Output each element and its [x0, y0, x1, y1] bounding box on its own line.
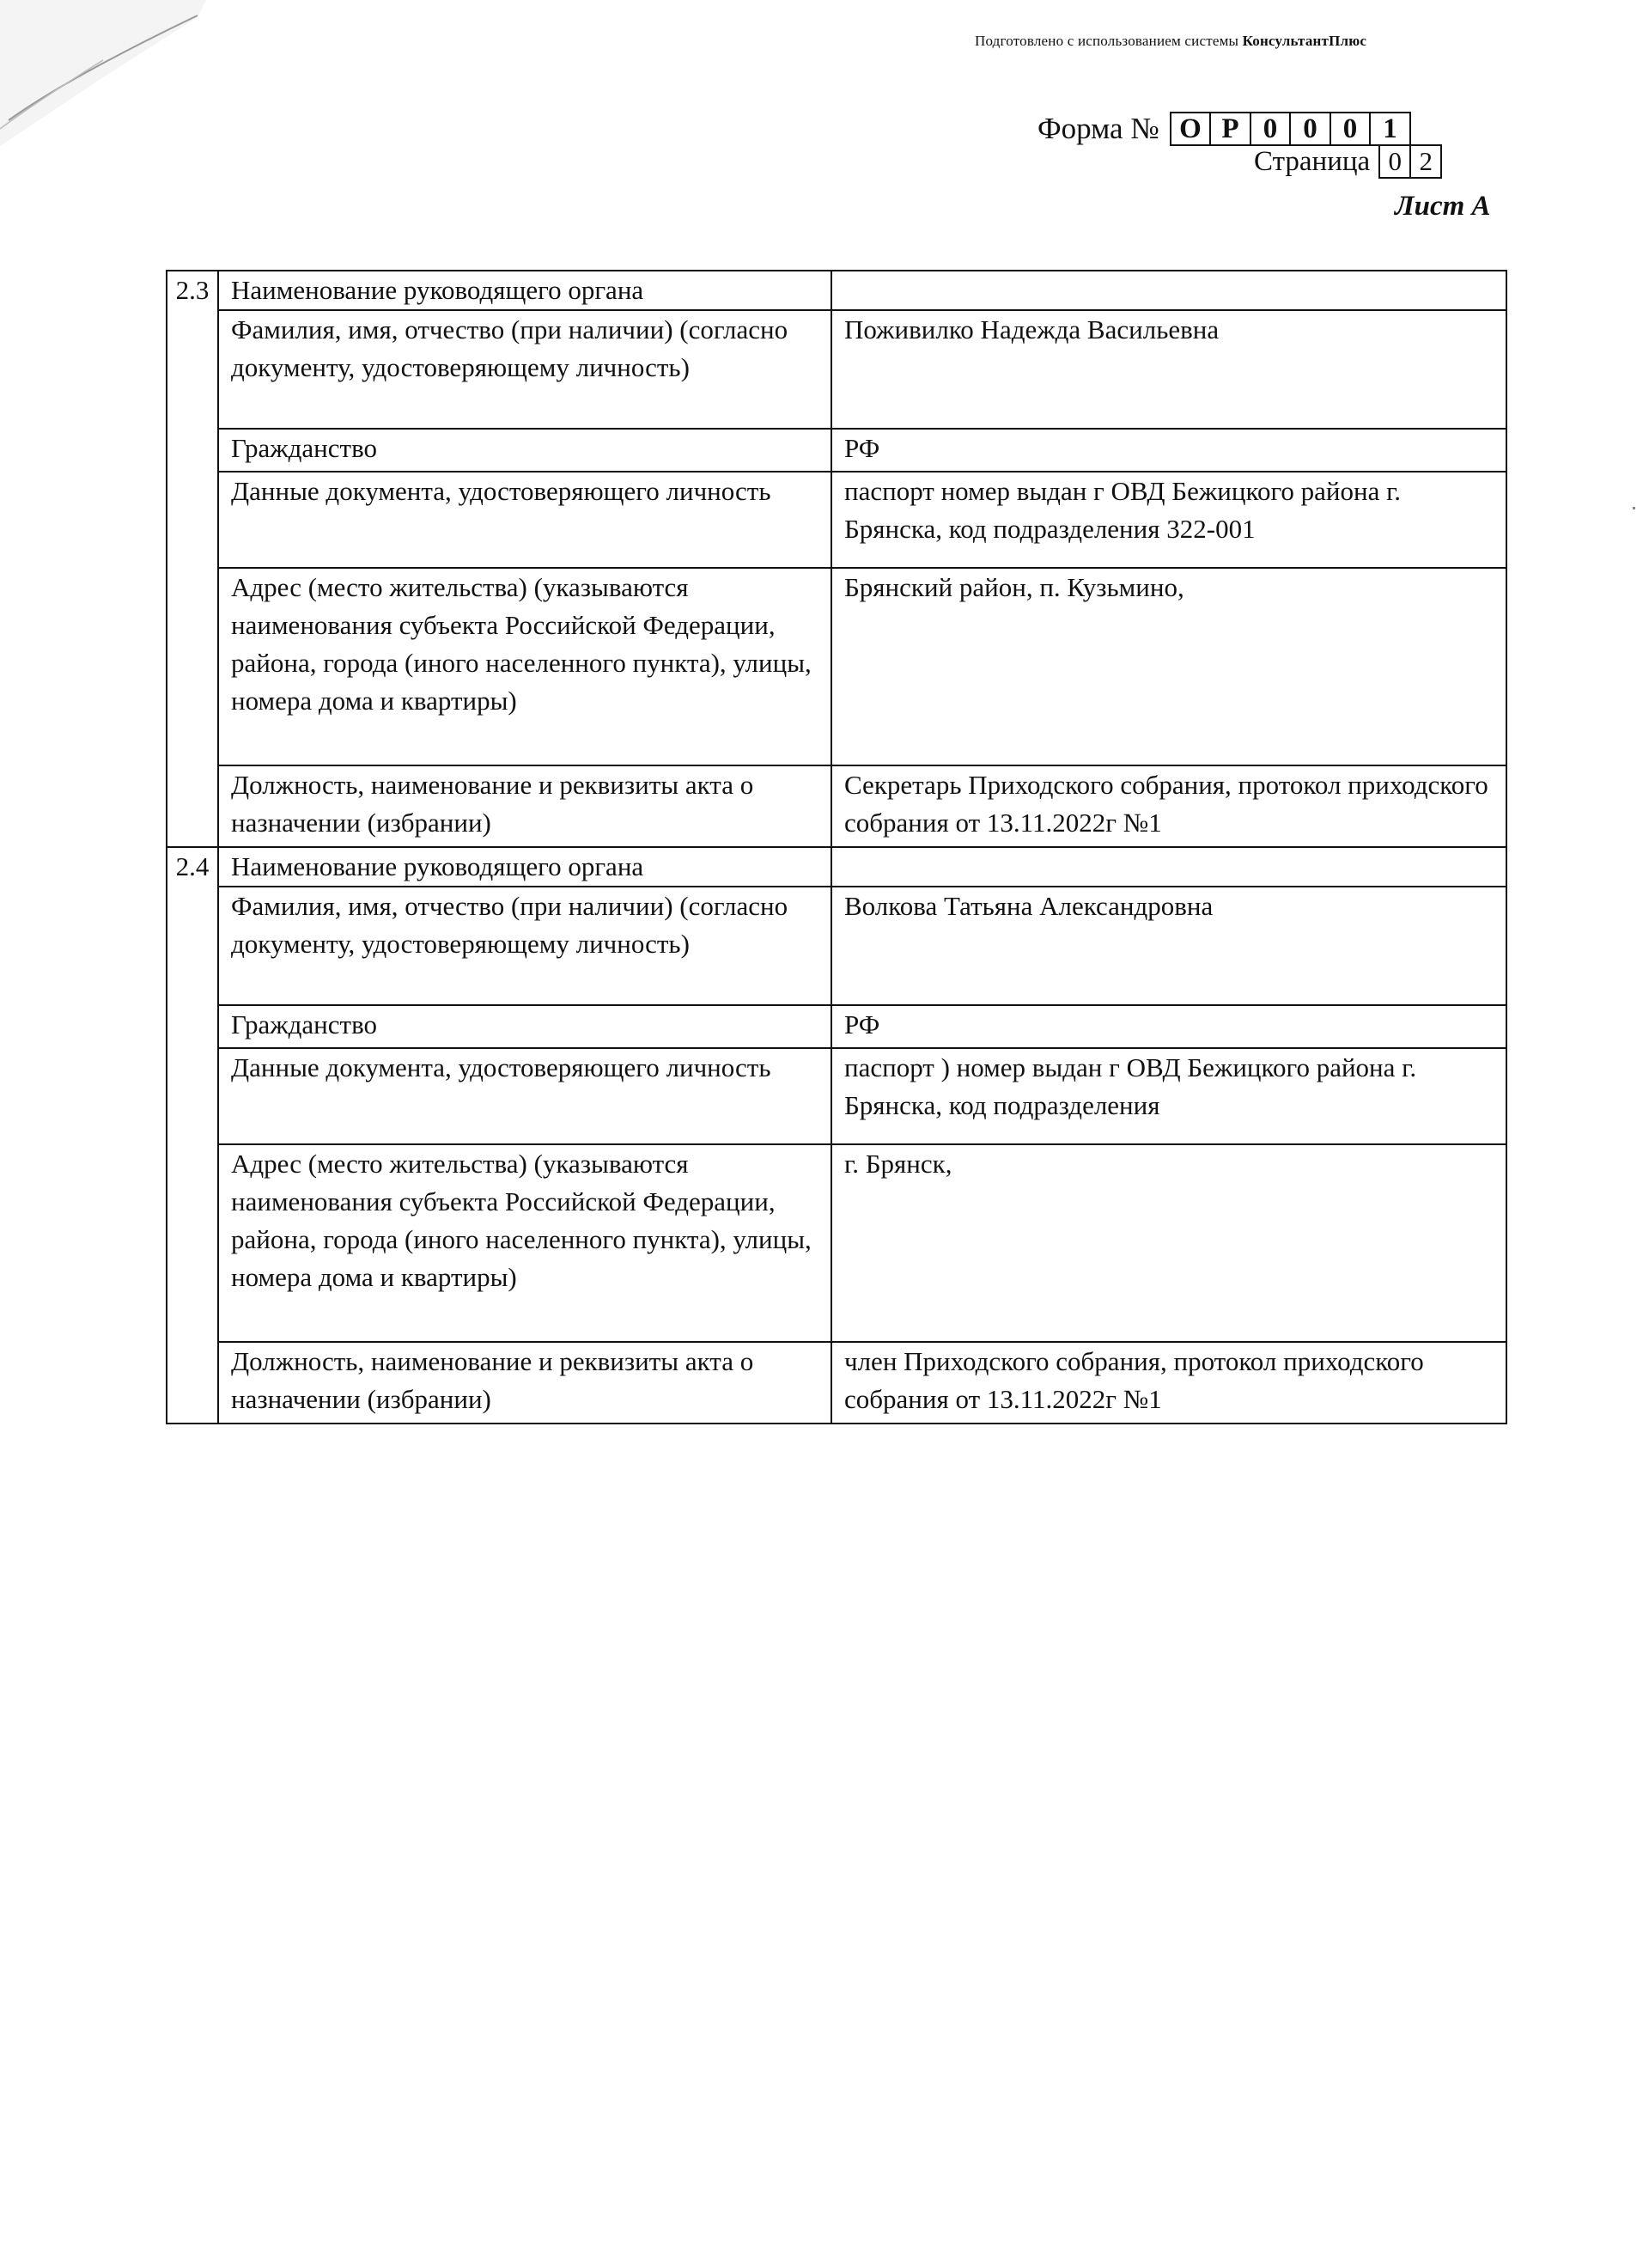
table-row	[167, 472, 1506, 568]
page-digit-cell: 0	[1380, 146, 1411, 177]
section-number: 2.4	[167, 847, 218, 1424]
row-value: РФ	[831, 429, 1506, 472]
table-row	[167, 887, 1506, 1005]
table-row	[167, 847, 1506, 887]
row-label: Наименование руководящего органа	[218, 271, 831, 310]
table-row	[167, 568, 1506, 765]
table-row	[167, 1005, 1506, 1048]
row-label: Данные документа, удостоверяющего личность	[218, 1048, 831, 1144]
row-label: Адрес (место жительства) (указываются наименования субъекта Российской Федерации, района, города (иного населенного пункта), улицы, номера дома и квартиры)	[218, 568, 831, 765]
row-value	[831, 271, 1506, 310]
row-value: г. Брянск,	[831, 1144, 1506, 1342]
table-row	[167, 1048, 1506, 1144]
row-label: Данные документа, удостоверяющего личность	[218, 472, 831, 568]
row-value: член Приходского собрания, протокол приходского собрания от 13.11.2022г №1	[831, 1342, 1506, 1424]
table-row	[167, 1144, 1506, 1342]
governing-body-table	[166, 270, 1507, 1424]
form-number-label: Форма №	[1037, 112, 1159, 145]
page-number-box	[1378, 144, 1442, 179]
row-label: Гражданство	[218, 429, 831, 472]
page-number	[1254, 144, 1442, 179]
form-code-cell: Р	[1211, 113, 1251, 144]
row-label: Адрес (место жительства) (указываются наименования субъекта Российской Федерации, района, города (иного населенного пункта), улицы, номера дома и квартиры)	[218, 1144, 831, 1342]
table-row	[167, 310, 1506, 429]
table-row	[167, 271, 1506, 310]
row-label: Должность, наименование и реквизиты акта о назначении (избрании)	[218, 765, 831, 847]
row-value: паспорт ) номер выдан г ОВД Бежицкого района г. Брянска, код подразделения	[831, 1048, 1506, 1144]
form-code-cell: 0	[1331, 113, 1372, 144]
prepared-note-text: Подготовлено с использованием системы	[975, 33, 1239, 49]
section-number: 2.3	[167, 271, 218, 847]
form-code-cell: О	[1171, 113, 1212, 144]
form-code-cell: 0	[1251, 113, 1292, 144]
row-label: Гражданство	[218, 1005, 831, 1048]
row-value	[831, 847, 1506, 887]
row-label: Фамилия, имя, отчество (при наличии) (согласно документу, удостоверяющему личность)	[218, 887, 831, 1005]
form-number	[1037, 112, 1411, 146]
form-code-cell: 1	[1383, 113, 1397, 144]
page-digit-cell: 2	[1419, 146, 1433, 176]
row-value: РФ	[831, 1005, 1506, 1048]
scan-fold-mark	[0, 0, 206, 146]
row-value: Секретарь Приходского собрания, протокол приходского собрания от 13.11.2022г №1	[831, 765, 1506, 847]
table-row	[167, 429, 1506, 472]
table-row	[167, 765, 1506, 847]
row-label: Должность, наименование и реквизиты акта о назначении (избрании)	[218, 1342, 831, 1424]
row-label: Фамилия, имя, отчество (при наличии) (согласно документу, удостоверяющему личность)	[218, 310, 831, 429]
scan-speck	[1633, 507, 1635, 509]
prepared-note	[975, 33, 1366, 50]
form-code-box	[1170, 112, 1411, 146]
form-code-cell: 0	[1291, 113, 1331, 144]
row-label: Наименование руководящего органа	[218, 847, 831, 887]
table-row	[167, 1342, 1506, 1424]
page-number-label: Страница	[1254, 145, 1371, 177]
prepared-note-brand: КонсультантПлюс	[1242, 33, 1367, 49]
row-value: паспорт номер выдан г ОВД Бежицкого района г. Брянска, код подразделения 322-001	[831, 472, 1506, 568]
row-value: Поживилко Надежда Васильевна	[831, 310, 1506, 429]
sheet-label: Лист А	[1395, 191, 1491, 222]
row-value: Волкова Татьяна Александровна	[831, 887, 1506, 1005]
row-value: Брянский район, п. Кузьмино,	[831, 568, 1506, 765]
